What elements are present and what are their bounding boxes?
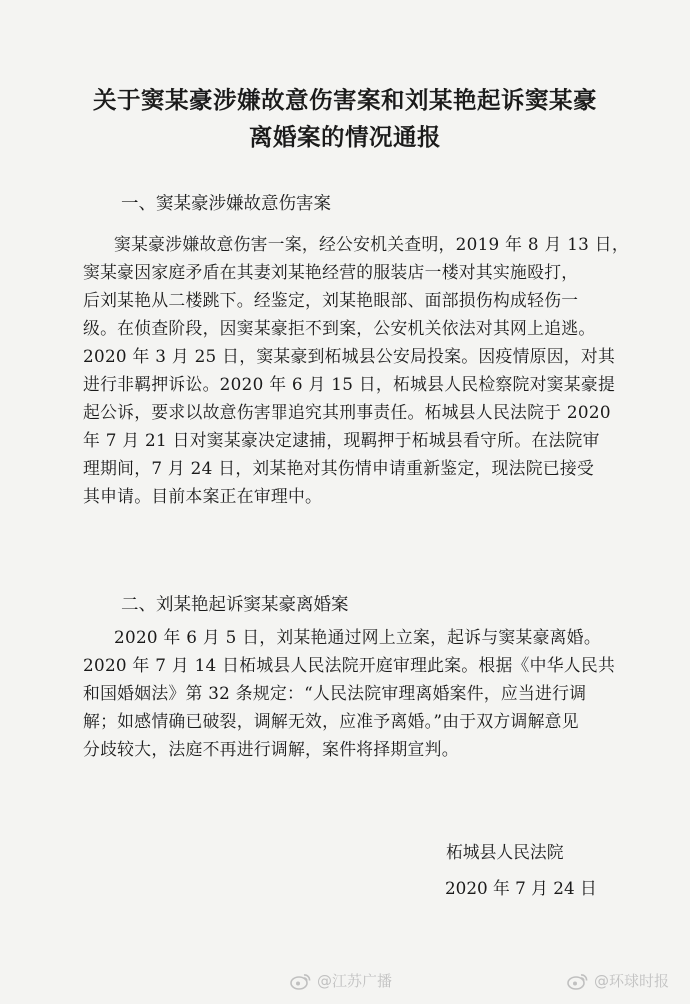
watermark-text: @江苏广播 [317, 972, 393, 990]
signature-date: 2020 年 7 月 24 日 [445, 878, 597, 898]
section-2-body [83, 623, 628, 763]
paragraph-line: 2020 年 6 月 5 日，刘某艳通过网上立案，起诉与窦某豪离婚。 [114, 627, 601, 647]
section-2-heading: 二、刘某艳起诉窦某豪离婚案 [121, 595, 349, 615]
paragraph-line: 年 7 月 21 日对窦某豪决定逮捕，现羁押于柘城县看守所。在法院审 [83, 430, 600, 450]
watermark-text: @环球时报 [594, 972, 670, 990]
paragraph-line: 后刘某艳从二楼跳下。经鉴定，刘某艳眼部、面部损伤构成轻伤一 [83, 290, 579, 310]
section-1-heading: 一、窦某豪涉嫌故意伤害案 [121, 194, 331, 214]
paragraph-line: 窦某豪涉嫌故意伤害一案，经公安机关查明，2019 年 8 月 13 日， [114, 234, 629, 254]
paragraph-line: 进行非羁押诉讼。2020 年 6 月 15 日，柘城县人民检察院对窦某豪提 [83, 374, 616, 394]
paragraph-line: 2020 年 7 月 14 日柘城县人民法院开庭审理此案。根据《中华人民共 [83, 655, 616, 675]
paragraph-line: 2020 年 3 月 25 日，窦某豪到柘城县公安局投案。因疫情原因，对其 [83, 346, 616, 366]
paragraph-line: 和国婚姻法》第 32 条规定：“人民法院审理离婚案件，应当进行调 [83, 683, 587, 703]
document-title [0, 82, 690, 156]
paragraph-line: 其申请。目前本案正在审理中。 [83, 486, 323, 506]
paragraph-line: 窦某豪因家庭矛盾在其妻刘某艳经营的服装店一楼对其实施殴打， [83, 262, 579, 282]
title-line-1: 关于窦某豪涉嫌故意伤害案和刘某艳起诉窦某豪 [93, 86, 597, 114]
paragraph-line: 级。在侦查阶段，因窦某豪拒不到案，公安机关依法对其网上追逃。 [83, 318, 596, 338]
weibo-icon [290, 972, 312, 990]
weibo-icon [567, 972, 589, 990]
paragraph-line: 起公诉，要求以故意伤害罪追究其刑事责任。柘城县人民法院于 2020 [83, 402, 611, 422]
signature-organization: 柘城县人民法院 [446, 842, 564, 862]
paragraph-line: 分歧较大，法庭不再进行调解，案件将择期宣判。 [83, 739, 459, 759]
section-1-body [83, 230, 628, 510]
paragraph-line: 理期间，7 月 24 日，刘某艳对其伤情申请重新鉴定，现法院已接受 [83, 458, 595, 478]
title-line-2: 离婚案的情况通报 [249, 123, 441, 151]
watermark-jiangsu-radio [290, 970, 392, 991]
watermark-global-times [567, 970, 669, 991]
paragraph-line: 解；如感情确已破裂，调解无效，应准予离婚。”由于双方调解意见 [83, 711, 579, 731]
